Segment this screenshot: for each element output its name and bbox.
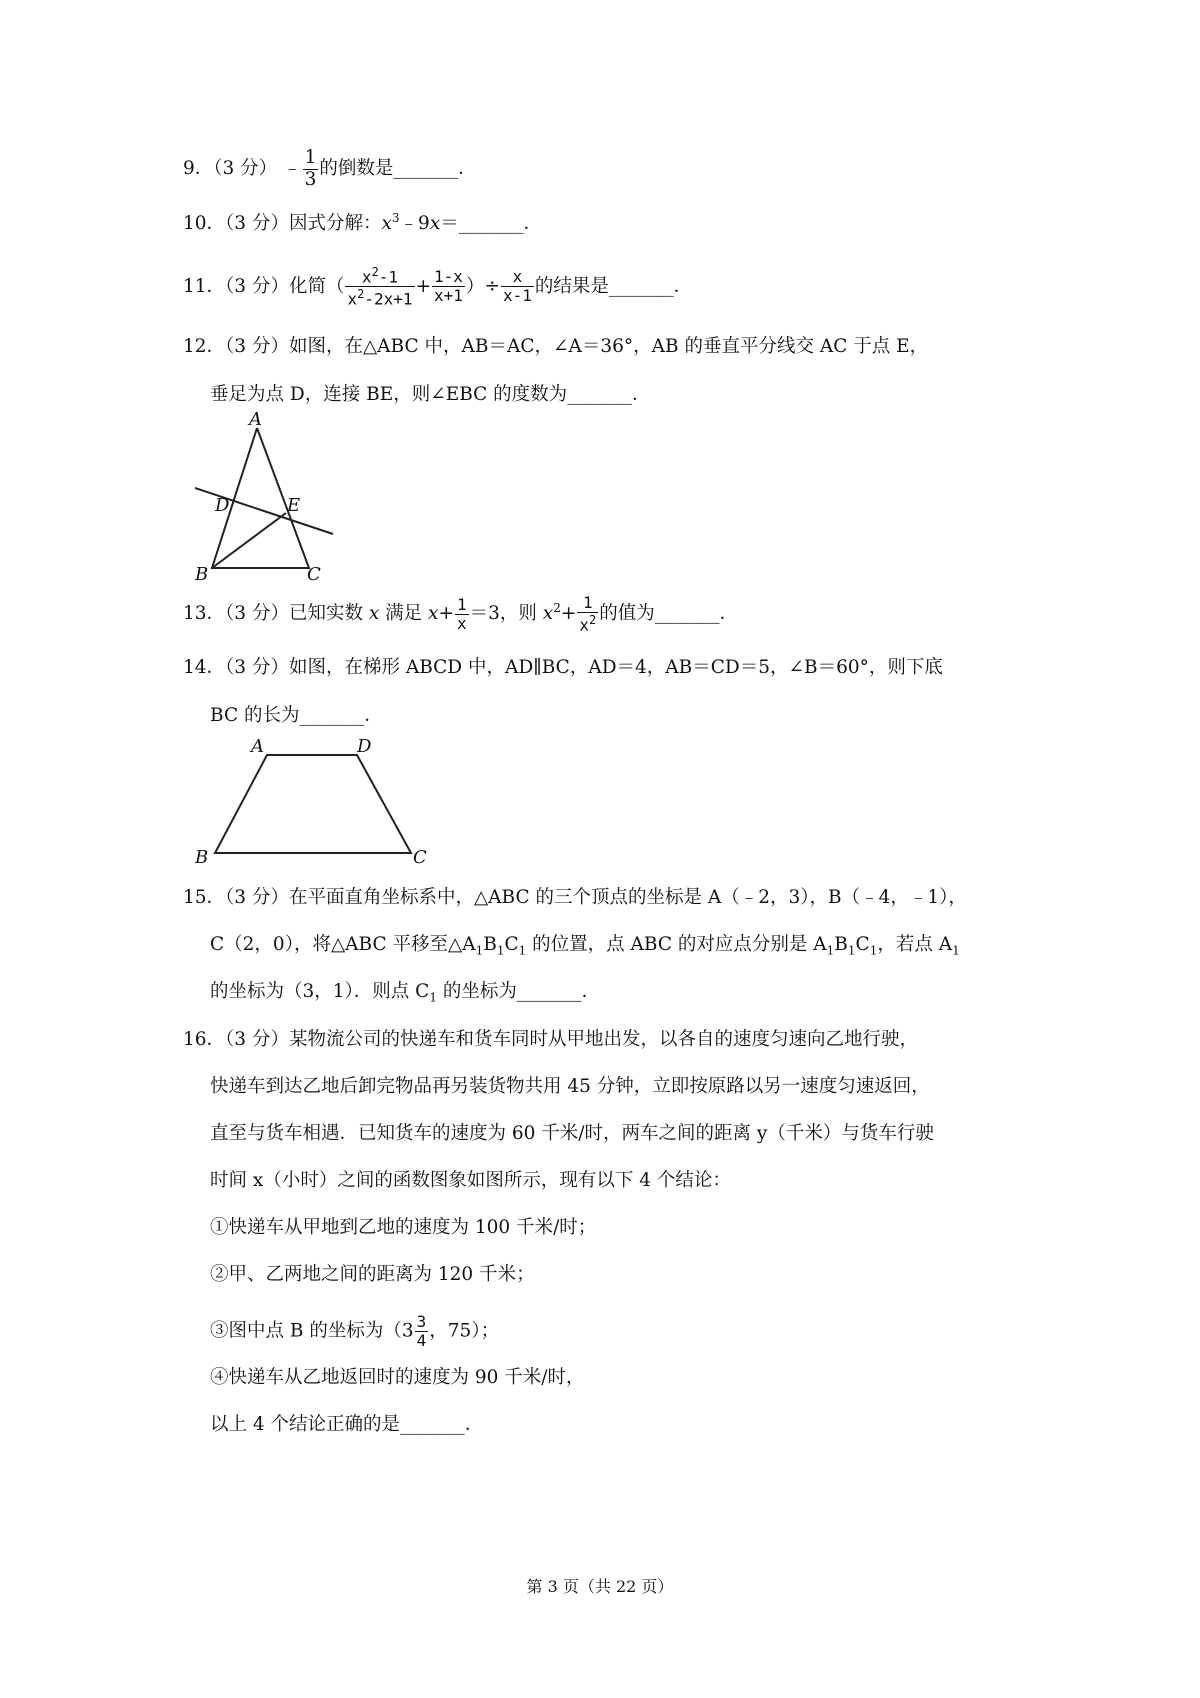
q11-answer-blank: _______ [608,275,674,297]
q16-score: （3 分） [225,1029,289,1050]
triangle-figure [195,408,355,588]
page-footer: 第 3 页（共 22 页） [526,1577,674,1596]
question-15 [183,886,967,910]
q13-fraction-2: $\frac{1}{x^2}$ [579,593,597,635]
q16-text-line2: 快递车到达乙地后卸完物品再另装货物共用 45 分钟，立即按原路以另一速度匀速返回， [210,1076,930,1097]
q12-text-line1: 如图，在△ABC 中，AB＝AC，∠A＝36°，AB 的垂直平分线交 AC 于点 E， [288,336,929,357]
q14-answer-blank: _______ [299,705,365,726]
label-b: B [195,847,209,868]
q14-number: 14． [183,657,226,678]
q16-answer-blank: _______ [400,1414,465,1435]
q15-number: 15． [183,887,226,908]
q16-text-line3: 直至与货车相遇．已知货车的速度为 60 千米/时，两车之间的距离 y（千米）与货车行驶 [210,1123,934,1144]
q12-answer-blank: _______ [567,384,632,405]
q14-text-line2: BC 的长为 [210,705,300,726]
question-15-line3: 的坐标为（3，1）．则点 $C_1$ 的坐标为_______． [210,981,601,1005]
label-a: A [249,409,262,430]
q12-text-line2: 垂足为点 D，连接 BE，则∠EBC 的度数为 [210,384,568,405]
q16-last-line: 以上 4 个结论正确的是_______． [210,1414,484,1435]
q13-number: 13． [183,603,226,625]
question-13: 13．（3 分）已知实数 x 满足 x+ $\frac{1}{x}$ ＝3，则 $x^2+$ $\frac{1}{x^2}$ 的值为_______． [183,593,739,635]
q11-fraction-3: $\frac{x}{x-1}$ [502,267,532,306]
q16-number: 16． [183,1029,226,1050]
q13-fraction-1: $\frac{1}{x}$ [457,594,467,633]
label-a: A [251,736,264,757]
q9-text: 的倒数是 [319,158,394,179]
trapezoid-abcd [215,755,411,853]
question-11: 11．（3 分）化简（ $\frac{x^2-1}{x^2-2x+1}$ + $\frac{1-x}{x+1}$ ）÷ $\frac{x}{x-1}$ 的结果是_______． [183,265,693,309]
q16-fraction: $\frac{3}{4}$ [416,1312,427,1350]
q11-fraction-2: $\frac{1-x}{x+1}$ [434,267,463,306]
trapezoid-figure [195,735,455,875]
q16-conclusion-1: ①快递车从甲地到乙地的速度为 100 千米/时； [210,1217,597,1238]
question-10: 10．（3 分）因式分解：$x^3﹣9x=\_\_\_\_\_\_\_$． [183,211,543,235]
label-e: E [287,495,301,516]
question-12 [183,335,928,359]
q11-score: （3 分） [225,275,289,297]
q16-conclusion-3: ③图中点 B 的坐标为（3 $\frac{3}{4}$ ，75）； [210,1312,500,1350]
segment-be [212,513,286,568]
label-d: D [215,495,230,516]
question-14 [183,656,943,680]
label-b: B [195,564,209,585]
q9-fraction: $\frac{1}{3}$ [304,147,317,190]
q9-answer-blank: _______ [393,158,459,179]
q15-answer-blank: _______ [516,981,582,1002]
q10-number: 10． [183,213,226,235]
q13-answer-blank: _______ [654,603,720,625]
label-c: C [413,847,427,868]
question-14-line2: BC 的长为_______． [210,705,383,726]
q12-score: （3 分） [225,336,289,357]
q16-conclusion-4: ④快递车从乙地返回时的速度为 90 千米/时， [210,1367,585,1388]
question-15-line2: C（2，0），将△ABC 平移至$\triangle A_1B_1C_1$ 的位置，点 ABC 的对应点分别是 $A_1B_1C_1$，若点 $A_1$ [210,934,960,958]
q16-conclusion-2: ②甲、乙两地之间的距离为 120 千米； [210,1264,535,1285]
q14-score: （3 分） [225,657,289,678]
q16-text-line1: 某物流公司的快递车和货车同时从甲地出发，以各自的速度匀速向乙地行驶， [288,1029,918,1050]
q13-score: （3 分） [225,603,289,625]
q11-fraction-1: $\frac{x^2-1}{x^2-2x+1}$ [347,265,413,309]
question-16 [183,1028,918,1052]
q10-score: （3 分） [225,213,289,235]
q10-answer-blank: _______ [458,213,524,235]
q16-text-line4: 时间 x（小时）之间的函数图象如图所示，现有以下 4 个结论： [210,1170,731,1191]
q14-text-line1: 如图，在梯形 ABCD 中，AD∥BC，AD＝4，AB＝CD＝5，∠B＝60°，则下底 [288,657,943,678]
question-12-line2: 垂足为点 D，连接 BE，则∠EBC 的度数为_______． [210,384,651,405]
q9-prefix: ﹣ [283,158,302,179]
label-d: D [357,736,372,757]
q15-score: （3 分） [225,887,289,908]
q12-number: 12． [183,336,226,357]
q9-number: 9． [183,158,214,179]
q9-score: （3 分） [213,158,278,179]
q15-text-line1: 在平面直角坐标系中，△ABC 的三个顶点的坐标是 A（﹣2，3），B（﹣4，﹣1）， [288,887,967,908]
question-9: 9．（3 分） ﹣ $\frac{1}{3}$ 的倒数是_______． [183,147,477,190]
q11-number: 11． [183,275,226,297]
label-c: C [307,564,321,585]
